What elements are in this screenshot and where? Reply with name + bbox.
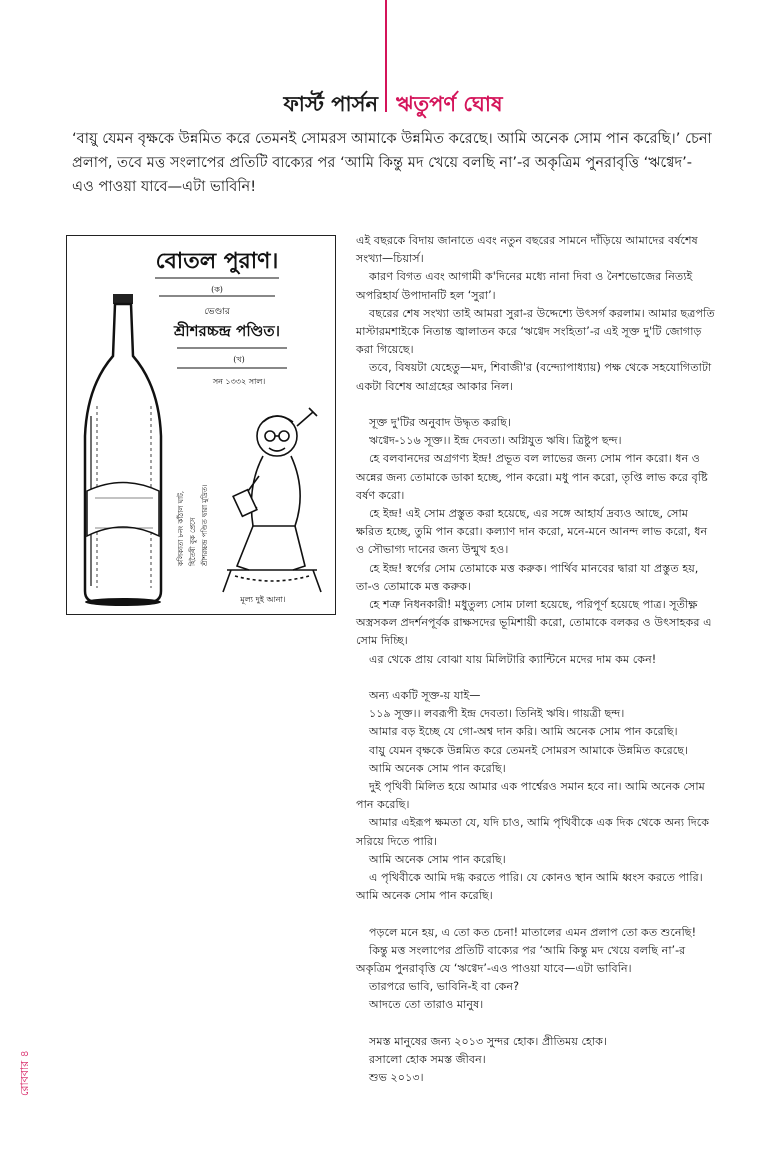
article-paragraph: আমি অনেক সোম পান করেছি। bbox=[369, 761, 506, 775]
article-paragraph: দুই পৃথিবী মিলিত হয়ে আমার এক পার্শ্বেরও সমান হবে না। আমি অনেক সোম পান করেছি। bbox=[356, 780, 705, 812]
article-paragraph: আমার এইরূপ ক্ষমতা যে, যদি চাও, আমি পৃথিবীকে এক দিক থেকে অন্য দিকে সরিয়ে দিতে পারি। bbox=[356, 816, 710, 848]
cover-title: বোতল পুরাণ। bbox=[155, 248, 279, 274]
paragraph-gap bbox=[356, 1015, 716, 1033]
article-paragraph: হে শত্রু নিধনকারী! মধুতুল্য সোম ঢালা হয়েছে, পরিপূর্ণ হয়েছে পাত্র। সূতীক্ষ্ণ অস্ত্রসকল প্রদর্শনপূর্বক রাক্ষসদের ভূমিশায়ী করো, তোমাকে বলকর ও উৎসাহকর এ সোম দিচ্ছি। bbox=[356, 598, 712, 648]
article-body bbox=[356, 232, 716, 1087]
book-cover-illustration bbox=[66, 235, 336, 615]
cover-imprint-1: কলিকাতা ৮নং কাঁঠাল ঘাট, bbox=[177, 490, 185, 566]
cover-price: মূল্য দুই আনা। bbox=[240, 595, 286, 604]
article-paragraph: আমার বড় ইচ্ছে যে গো-অশ্ব দান করি। আমি অনেক সোম পান করেছি। bbox=[369, 725, 678, 739]
article-paragraph: রসালো হোক সমস্ত জীবন। bbox=[369, 1053, 486, 1067]
article-paragraph: কারণ বিগত এবং আগামী ক'দিনের মধ্যে নানা দিবা ও নৈশভোজের নিত্যই অপরিহার্য উপাদানটি হল ‘সুরা’। bbox=[356, 270, 693, 302]
article-paragraph: আমি অনেক সোম পান করেছি। bbox=[369, 852, 506, 866]
article-paragraph: তারপরে ভাবি, ভাবিনি-ই বা কেন? bbox=[369, 980, 520, 994]
cover-author: শ্রীশরচ্চন্দ্র পণ্ডিত। bbox=[174, 322, 280, 340]
bottle-drawing bbox=[85, 294, 161, 606]
header-divider bbox=[385, 0, 387, 112]
article-paragraph: হে ইন্দ্র! স্বর্গের সোম তোমাকে মত্ত করুক। পার্থিব মানবের দ্বারা যা প্রস্তুত হয়, তা-ও তোমাকে মত্ত করুক। bbox=[356, 561, 699, 593]
article-paragraph: আদতে তো তারাও মানুষ। bbox=[369, 998, 484, 1012]
cover-marker: (ক) bbox=[211, 285, 223, 294]
paragraph-gap bbox=[356, 905, 716, 923]
cover-marker-2: (খ) bbox=[233, 355, 245, 364]
article-paragraph: এ পৃথিবীকে আমি দগ্ধ করতে পারি। যে কোনও স্থান আমি ধ্বংস করতে পারি। আমি অনেক সোম পান করেছি। bbox=[356, 871, 703, 903]
article-paragraph: তবে, বিষয়টা যেহেতু—মদ, শিবাজী'র (বন্দ্যোপাধ্যায়) পক্ষ থেকে সহযোগিতাটা একটা বিশেষ আগ্রহের আকার নিল। bbox=[356, 361, 712, 393]
paragraph-gap bbox=[356, 396, 716, 414]
article-paragraph: হে বলবানদের অগ্রগণ্য ইন্দ্র! প্রভূত বল লাভের জন্য সোম পান করো। ধন ও অন্নের জন্য তোমাকে ডাকা হচ্ছে, পান করো। মধু পান করো, তৃপ্তি লাভ করে বৃষ্টি বর্ষণ করো। bbox=[356, 452, 708, 502]
article-paragraph: হে ইন্দ্র! এই সোম প্রস্তুত করা হয়েছে, এর সঙ্গে আহার্য দ্রব্যও আছে, সোম ক্ষরিত হচ্ছে, তুমি পান করো। কল্যাণ দান করো, মনে-মনে আনন্দ লাভ করো, ধন ও সৌভাগ্য দানের জন্য উন্মুখ হও। bbox=[356, 507, 708, 557]
cover-imprint-3: শ্রীশরচ্চন্দ্র পণ্ডিত দ্বারা মুদ্রিত। bbox=[201, 484, 209, 566]
article-paragraph: কিন্তু মত্ত সংলাপের প্রতিটি বাক্যের পর ‘আমি কিন্তু মদ খেয়ে বলছি না’-র অকৃত্রিম পুনরাবৃত্তি যে ‘ঋগ্বেদ’-এও পাওয়া যাবে—এটা ভাবিনি। bbox=[356, 943, 686, 976]
drinker-caricature bbox=[223, 408, 321, 592]
cover-imprint-2: হিতৈষী বুক প্রেসে bbox=[189, 517, 197, 566]
cover-year: সন ১৩৩২ সাল। bbox=[212, 377, 266, 386]
article-paragraph: সূক্ত দু'টির অনুবাদ উদ্ধৃত করছি। bbox=[369, 416, 511, 430]
page-label: রোববার ৪ bbox=[18, 1050, 31, 1096]
column-title: ফার্স্ট পার্সন bbox=[283, 92, 378, 116]
cover-prefix: ভেণ্ডার bbox=[204, 307, 230, 317]
author-name: ঋতুপর্ণ ঘোষ bbox=[396, 92, 503, 116]
article-paragraph: ১১৯ সূক্ত।। লবরূপী ইন্দ্র দেবতা। তিনিই ঋষি। গায়ত্রী ছন্দ। bbox=[369, 707, 625, 721]
article-paragraph: এই বছরকে বিদায় জানাতে এবং নতুন বছরের সামনে দাঁড়িয়ে আমাদের বর্ষশেষ সংখ্যা—চিয়ার্স। bbox=[356, 234, 698, 266]
article-paragraph: পড়লে মনে হয়, এ তো কত চেনা! মাতালের এমন প্রলাপ তো কত শুনেছি! bbox=[369, 925, 697, 939]
page-footer bbox=[16, 1012, 36, 1096]
article-paragraph: বছরের শেষ সংখ্যা তাই আমরা সুরা-র উদ্দেশ্যে উৎসর্গ করলাম। আমার ছত্রপতি মাস্টারমশাইকে নিতান্ত জ্বালাতন করে ‘ঋগ্বেদ সংহিতা’-র এই সূক্ত দু'টি জোগাড় করা গিয়েছে। bbox=[356, 306, 715, 357]
article-paragraph: ঋগ্বেদ-১১৬ সূক্ত।। ইন্দ্র দেবতা। অগ্নিযুত ঋষি। ত্রিষ্টুপ ছন্দ। bbox=[369, 434, 622, 448]
article-paragraph: সমস্ত মানুষের জন্য ২০১৩ সুন্দর হোক। প্রীতিময় হোক। bbox=[369, 1034, 607, 1048]
article-paragraph: বায়ু যেমন বৃক্ষকে উন্নমিত করে তেমনই সোমরস আমাকে উন্নমিত করেছে। bbox=[369, 743, 688, 757]
paragraph-gap bbox=[356, 669, 716, 687]
article-paragraph: এর থেকে প্রায় বোঝা যায় মিলিটারি ক্যান্টিনে মদের দাম কম কেন! bbox=[369, 652, 657, 666]
article-paragraph: অন্য একটি সূক্ত-য় যাই— bbox=[369, 689, 481, 703]
pull-quote: ‘বায়ু যেমন বৃক্ষকে উন্নমিত করে তেমনই সোমরস আমাকে উন্নমিত করেছে। আমি অনেক সোম পান করেছি।’ চেনা প্রলাপ, তবে মত্ত সংলাপের প্রতিটি বাক্যের পর ‘আমি কিন্তু মদ খেয়ে বলছি না’-র অকৃত্রিম পুনরাবৃত্তি ‘ঋগ্বেদ’-এও পাওয়া যাবে—এটা ভাবিনি! bbox=[72, 130, 712, 195]
book-cover-drawing bbox=[67, 236, 334, 613]
article-paragraph: শুভ ২০১৩। bbox=[369, 1071, 424, 1085]
